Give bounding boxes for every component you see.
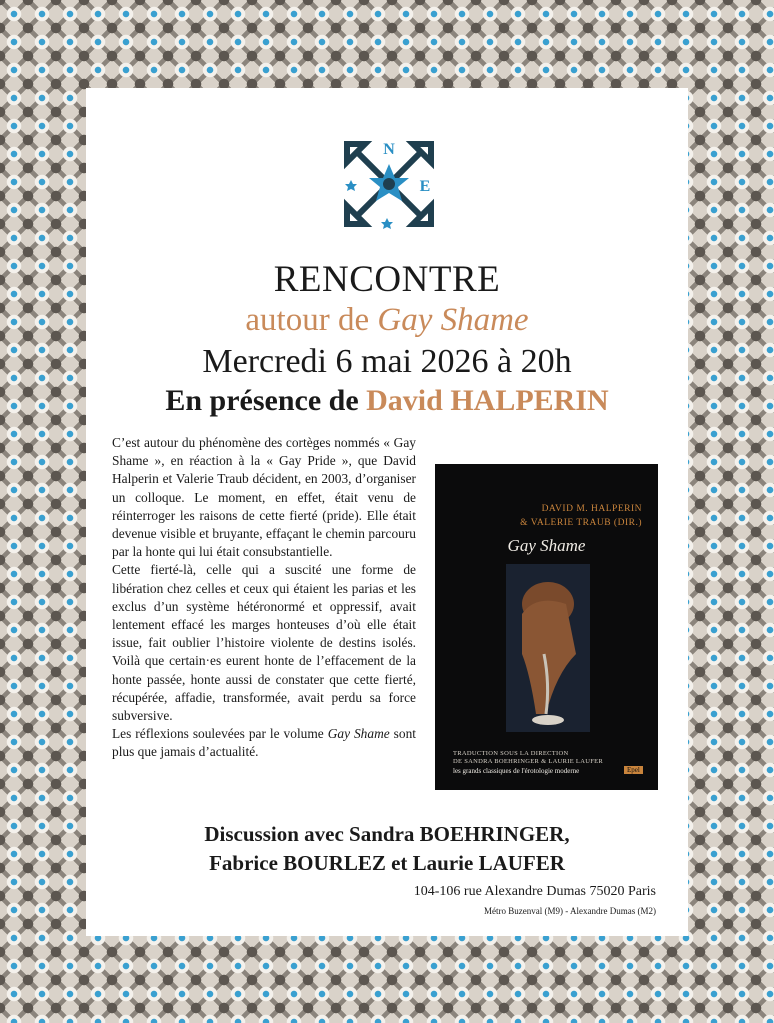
subtitle-prefix: autour de xyxy=(245,302,370,338)
book-credit-2: DE SANDRA BOEHRINGER & LAURIE LAUFER xyxy=(453,758,604,765)
cover-figure-image xyxy=(506,564,590,732)
metro-info: Métro Buzenval (M9) - Alexandre Dumas (M2) xyxy=(484,906,656,916)
p3-prefix: Les réflexions soulevées par le volume xyxy=(112,726,324,742)
book-publisher: Epel xyxy=(624,766,643,774)
presence-prefix: En présence de xyxy=(165,384,359,417)
logo-letter-n: N xyxy=(383,141,395,158)
book-credit xyxy=(453,750,603,766)
poster-card xyxy=(86,88,688,936)
presence-line xyxy=(86,384,688,418)
book-cover xyxy=(435,464,658,790)
book-author-1: DAVID M. HALPERIN xyxy=(541,504,642,514)
book-authors xyxy=(520,502,642,530)
paragraph-1: C’est autour du phénomène des cortèges nommés « Gay Shame », en réaction à la « Gay Pride », que David Halperin et Valerie Traub décident, en 2003, d’organiser un colloque. Le moment, en effet, était venu de réinterroger les raisons de cette fierté (pride). Elle était devenue visible et bruyante, effaçant le chemin parcouru par la honte qui lui était consubstantielle. xyxy=(112,435,416,560)
event-date: Mercredi 6 mai 2026 à 20h xyxy=(202,343,572,380)
book-series: les grands classiques de l'érotologie moderne xyxy=(453,767,580,775)
event-title: RENCONTRE xyxy=(273,259,501,300)
paragraph-2: Cette fierté-là, celle qui a suscité une forme de libération chez celles et ceux qui étaient les parias et les exclus d’un système hétéronormé et oppressif, avait lentement effacé les marges honteuses d’où elle était issue, fait oublier l’histoire violente de destins isolés. Voilà que certain·es eurent honte de l’effacement de la honte passée, honte aussi de constater que cette fierté, récupérée, affadie, transformée, avait perdu sa force subversive. xyxy=(112,562,416,724)
venue-address: 104-106 rue Alexandre Dumas 75020 Paris xyxy=(413,884,656,899)
compass-star-logo-icon xyxy=(339,134,439,234)
event-subtitle xyxy=(86,302,688,339)
p3-book-title: Gay Shame xyxy=(327,726,390,742)
book-credit-1: TRADUCTION SOUS LA DIRECTION xyxy=(453,750,569,757)
paragraph-3 xyxy=(112,725,416,761)
description-text xyxy=(112,434,416,762)
discussion-line-2: Fabrice BOURLEZ et Laurie LAUFER xyxy=(209,851,565,875)
p3-suffix: sont plus que jamais d’actualité. xyxy=(112,726,416,760)
logo-letter-e: E xyxy=(419,178,431,195)
book-title: Gay Shame xyxy=(507,536,586,555)
book-author-2: & VALERIE TRAUB (DIR.) xyxy=(520,518,642,528)
subtitle-book-title: Gay Shame xyxy=(377,302,529,338)
discussion-line-1: Discussion avec Sandra BOEHRINGER, xyxy=(204,822,570,846)
presence-name: David HALPERIN xyxy=(366,384,609,417)
